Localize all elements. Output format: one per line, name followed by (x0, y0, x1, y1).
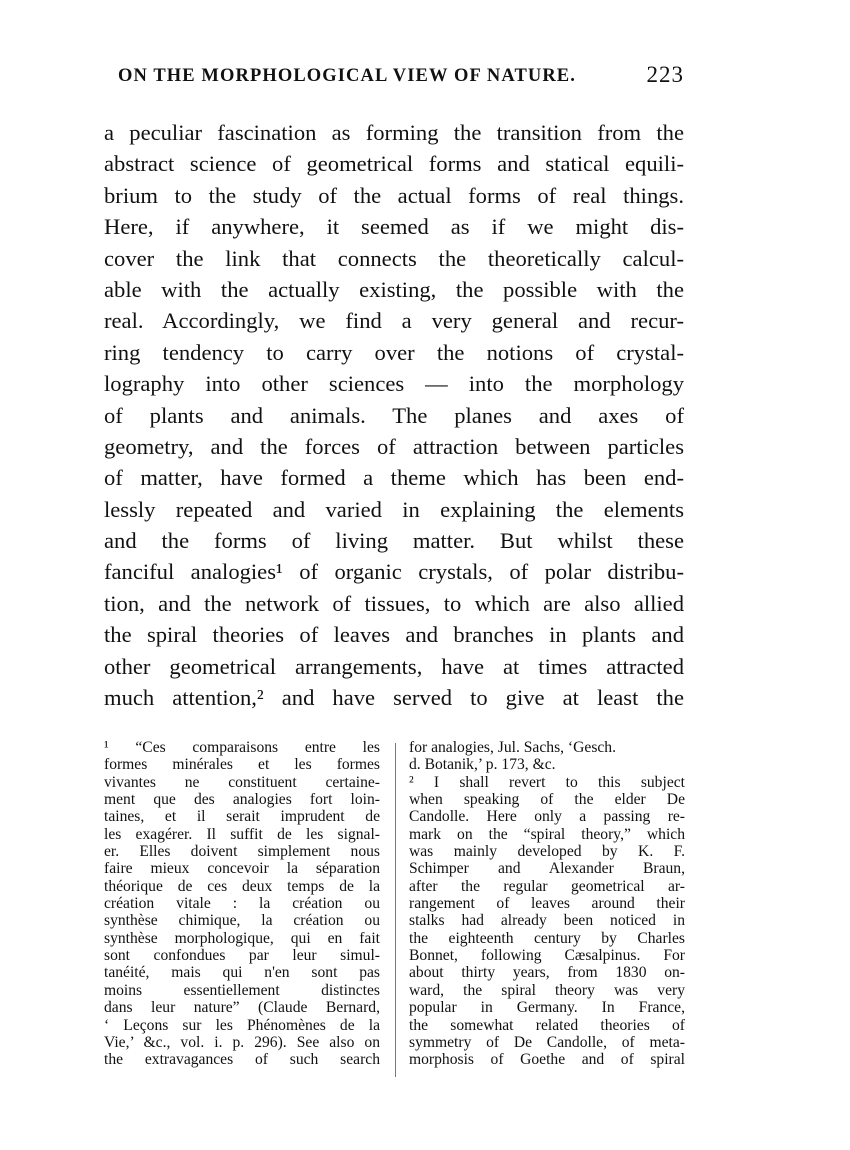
text-line: of plants and animals. The planes and axes of (104, 402, 684, 428)
footnote-line: moins essentiellement distinctes (104, 981, 380, 999)
footnote-line: ² I shall revert to this subject (409, 773, 685, 791)
footnote-line: théorique de ces deux temps de la (104, 877, 380, 895)
footnote-line: ‘ Leçons sur les Phénomènes de la (104, 1016, 380, 1034)
footnote-line: stalks had already been noticed in (409, 912, 685, 930)
footnote-line: les exagérer. Il suffit de les signal- (104, 825, 380, 843)
main-text (104, 117, 684, 713)
footnote-line: Schimper and Alexander Braun, (409, 860, 685, 878)
column-divider (395, 743, 396, 1077)
footnote-line: ment que des analogies fort loin- (104, 791, 380, 809)
footnote-line: the extravagances of such search (104, 1051, 380, 1069)
text-line: able with the actually existing, the possible with the (104, 276, 684, 302)
text-line: much attention,² and have served to give at least the (104, 685, 684, 711)
footnote-line: when speaking of the elder De (409, 791, 685, 809)
footnote-line: création vitale : la création ou (104, 895, 380, 913)
text-line: of matter, have formed a theme which has been end- (104, 465, 684, 491)
text-line: cover the link that connects the theoretically calcul- (104, 245, 684, 271)
text-line: ring tendency to carry over the notions of crystal- (104, 339, 684, 365)
footnote-line: Vie,’ &c., vol. i. p. 296). See also on (104, 1033, 380, 1051)
footnote-line: synthèse chimique, la création ou (104, 912, 380, 930)
footnote-line: the somewhat related theories of (409, 1016, 685, 1034)
text-line: geometry, and the forces of attraction between particles (104, 433, 684, 459)
footnote-line: mark on the “spiral theory,” which (409, 825, 685, 843)
running-head (112, 62, 684, 96)
footnote-line: the eighteenth century by Charles (409, 929, 685, 947)
footnote-line: ¹ “Ces comparaisons entre les (104, 739, 380, 756)
text-line: tion, and the network of tissues, to which are also allied (104, 590, 684, 616)
footnote-line: d. Botanik,’ p. 173, &c. (409, 756, 556, 774)
text-line: abstract science of geometrical forms and statical equili- (104, 151, 684, 177)
text-line: lography into other sciences — into the morphology (104, 371, 684, 397)
footnote-line: formes minérales et les formes (104, 756, 380, 774)
footnote-line: Bonnet, following Cæsalpinus. For (409, 947, 685, 965)
footnotes (104, 739, 684, 1089)
footnote-line: er. Elles doivent simplement nous (104, 843, 380, 861)
text-line: and the forms of living matter. But whilst these (104, 528, 684, 554)
footnote-line: rangement of leaves around their (409, 895, 685, 913)
footnote-line: Candolle. Here only a passing re- (409, 808, 685, 826)
text-line: real. Accordingly, we find a very general and recur- (104, 308, 684, 334)
footnote-line: dans leur nature” (Claude Bernard, (104, 999, 380, 1017)
footnote-line: popular in Germany. In France, (409, 999, 685, 1017)
running-title: ON THE MORPHOLOGICAL VIEW OF NATURE. (118, 66, 576, 86)
footnote-column-left (104, 739, 380, 1069)
text-line: lessly repeated and varied in explaining the elements (104, 496, 684, 522)
footnote-line: vivantes ne constituent certaine- (104, 773, 380, 791)
footnote-line: taines, et il serait imprudent de (104, 808, 380, 826)
text-line: other geometrical arrangements, have at times attracted (104, 653, 684, 679)
page-number: 223 (646, 62, 684, 87)
footnote-line: symmetry of De Candolle, of meta- (409, 1033, 685, 1051)
footnote-line: for analogies, Jul. Sachs, ‘Gesch. (409, 739, 616, 756)
text-line: fanciful analogies¹ of organic crystals, of polar distribu- (104, 559, 684, 585)
text-line: the spiral theories of leaves and branches in plants and (104, 622, 684, 648)
text-line: brium to the study of the actual forms of real things. (104, 182, 684, 208)
text-line: a peculiar fascination as forming the transition from the (104, 120, 684, 145)
footnote-line: faire mieux concevoir la séparation (104, 860, 380, 878)
footnote-line: synthèse morphologique, qui en fait (104, 929, 380, 947)
footnote-column-right (409, 739, 685, 1069)
text-line: Here, if anywhere, it seemed as if we might dis- (104, 214, 684, 240)
footnote-line: after the regular geometrical ar- (409, 877, 685, 895)
footnote-line: tanéité, mais qui n'en sont pas (104, 964, 380, 982)
footnote-line: sont confondues par leur simul- (104, 947, 380, 965)
footnote-line: was mainly developed by K. F. (409, 843, 685, 861)
footnote-line: about thirty years, from 1830 on- (409, 964, 685, 982)
footnote-line: morphosis of Goethe and of spiral (409, 1051, 685, 1069)
footnote-line: ward, the spiral theory was very (409, 981, 685, 999)
